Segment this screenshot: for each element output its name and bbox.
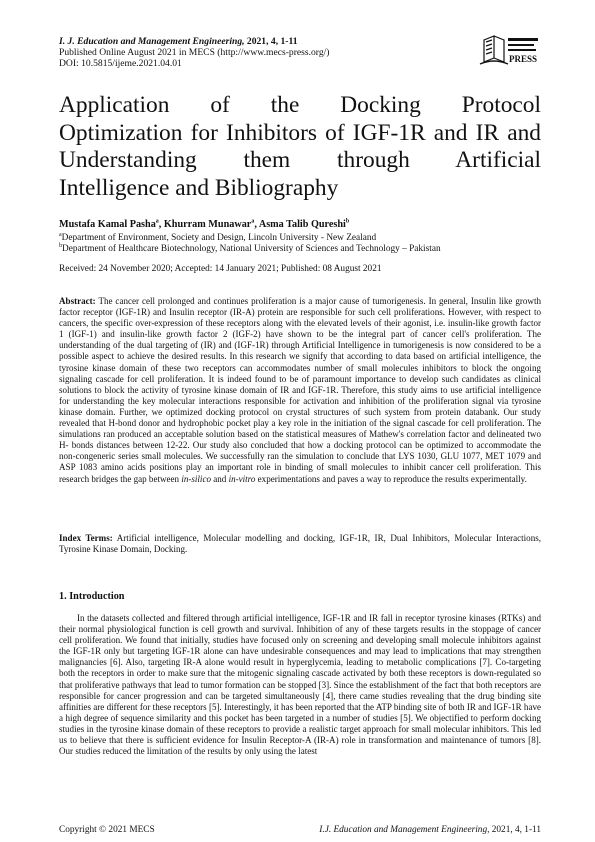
mecs-press-logo [478, 30, 540, 74]
svg-text:PRESS: PRESS [509, 54, 538, 64]
copyright: Copyright © 2021 MECS [59, 825, 155, 835]
author-list: Mustafa Kamal Pasha$^a$, Khurram Munawar$^a$, Asma Talib Qureshi$^b$ [59, 218, 350, 230]
journal-name: I. J. Education and Management Engineering, [59, 36, 245, 47]
abstract-italic: in-vitro [228, 473, 256, 484]
running-header [59, 36, 329, 70]
footer-journal-issue: 2021, 4, 1-11 [489, 825, 541, 835]
published-online: Published Online August 2021 in MECS (http://www.mecs-press.org/) [59, 47, 330, 59]
title-line-3: Understanding them through Artificial [59, 147, 541, 174]
author-affil-mark: b [345, 218, 350, 225]
introduction-paragraph: In the datasets collected and filtered through artificial intelligence, IGF-1R and IR fall in receptor tyrosine kinases (RTKs) and their normal physiological function is cell growth and survival. Inhibition of any of these targets results in the stoppage of cancer cell proliferation. We found that initially, studies have focused only on screening and developing small molecule inhibitors against the IGF-1R only but targeting IGF-1R alone can have undesirable consequences and may lead to implications that may strengthen malignancies [6]. Also, targeting IR-A alone would result in hyperglycemia, leading to metabolic complications [7]. Co-targeting both the receptors in order to make sure that the mitogenic signaling cascade activated by both these receptors is down-regulated so that proliferative pathways that lead to tumor formation can be stopped [3]. Since the establishment of the fact that both receptors are responsible for cancer progression and can be targeted simultaneously [4], there came studies revealing that the drug binding site affinities are different for these receptors [5]. Interestingly, it has been reported that the ATP binding site of both IR and IGF-1R have a high degree of sequence similarity and this pocket has been targeted in a number of studies [5]. We objectified to perform docking studies in the tyrosine kinase domain of these receptors to provide a realistic target approach for small molecular inhibitors. This led us to believe that there is sufficient evidence for Insulin Receptor-A (IR-A) role in transformation and maintenance of tumors [8]. Our studies reduced the limitation of the results by only using the latest [59, 613, 541, 757]
section-heading: 1. Introduction [59, 591, 125, 602]
footer-journal-name: I.J. Education and Management Engineering, [319, 825, 490, 835]
abstract-text: and [210, 473, 229, 484]
author-name: Khurram Munawar [163, 219, 252, 230]
affil-text: Department of Healthcare Biotechnology, National University of Sciences and Technology – Pakistan [62, 244, 441, 255]
abstract-text: The cancer cell prolonged and continues proliferation is a major cause of tumorigenesis. In general, Insulin like growth factor receptor (IGF-1R) and Insulin receptor (IR-A) protein are responsible for such cell proliferations. However, with respect to cancers, the specific over-expression of these receptors along with the elevated levels of their agonist, i.e. insulin-like growth factor 1 (IGF-1) and insulin-like growth factor 2 (IGF-2) have shown to be the integral part of cancer cell's proliferation. The understanding of the dual targeting of (IR) and (IGF-1R) through Artificial Intelligence in tumorigenesis is now considered to be a possible aspect to achieve the desired results. In this research we signify that according to data based on artificial intelligence, the tyrosine kinase domain of these two receptors can accommodates number of small molecules inhibitors to block the ongoing signaling cascade for cell proliferation. It is indeed found to be of paramount importance to develop such candidates as clinical solutions to block the activity of tyrosine kinase domain of IR and IGF-1R. Therefore, this study aims to use artificial intelligence for understanding the key molecular interactions responsible for activation and inhibition of the proliferation signal via tyrosine kinase domain. Further, we optimized docking protocol on crystal structures of such system from protein databank. Our study revealed that H-bond donor and hydrophobic pocket play a key role in the initiation of the signal cascade for cell proliferation. The simulations ran produced an acceptable solution based on the statistical measures of Mathew's correlation factor and delineated two H- bonds distances between 12-22. Our study also concluded that how a docking protocol can be optimized to accommodate the non-congeneric series small molecules. We successfully ran the simulation to conclude that LYS 1030, GLU 1077, MET 1079 and ASP 1083 amino acids positions play an important role in binding of small molecules to inhibit cancer cell proliferation. This research bridges the gap between [59, 296, 541, 484]
index-terms-text: Artificial intelligence, Molecular modelling and docking, IGF-1R, IR, Dual Inhibitors, Molecular Interactions, Tyrosine Kinase Domain, Docking. [59, 533, 542, 555]
abstract-text: experimentations and paves a way to reproduce the results experimentally. [255, 473, 527, 484]
footer-journal [319, 825, 541, 835]
index-terms-label: Index Terms: [59, 533, 113, 543]
abstract-italic: in-silico [181, 473, 211, 484]
abstract [59, 296, 541, 485]
affiliation [59, 244, 441, 255]
author-name: Asma Talib Qureshi [258, 219, 346, 230]
journal-citation [59, 36, 329, 47]
journal-issue: 2021, 4, 1-11 [244, 36, 298, 47]
affiliations [59, 233, 441, 256]
paper-title [59, 92, 541, 202]
affil-mark: b [59, 243, 62, 250]
affil-mark: a [59, 231, 62, 238]
author-name: Mustafa Kamal Pasha [59, 219, 156, 230]
abstract-label: Abstract: [59, 296, 96, 306]
index-terms [59, 533, 541, 555]
affil-text: Department of Environment, Society and Design, Lincoln University - New Zealand [61, 233, 377, 243]
publication-dates: Received: 24 November 2020; Accepted: 14 January 2021; Published: 08 August 2021 [59, 264, 382, 274]
author-affil-mark: a [155, 218, 159, 225]
title-line-1: Application of the Docking Protocol [59, 92, 541, 118]
author-affil-mark: a [251, 218, 255, 225]
doi: DOI: 10.5815/ijeme.2021.04.01 [59, 58, 182, 70]
affiliation [59, 233, 441, 244]
title-line-2: Optimization for Inhibitors of IGF-1R and IR and [59, 119, 541, 146]
title-line-4: Intelligence and Bibliography [59, 174, 339, 201]
